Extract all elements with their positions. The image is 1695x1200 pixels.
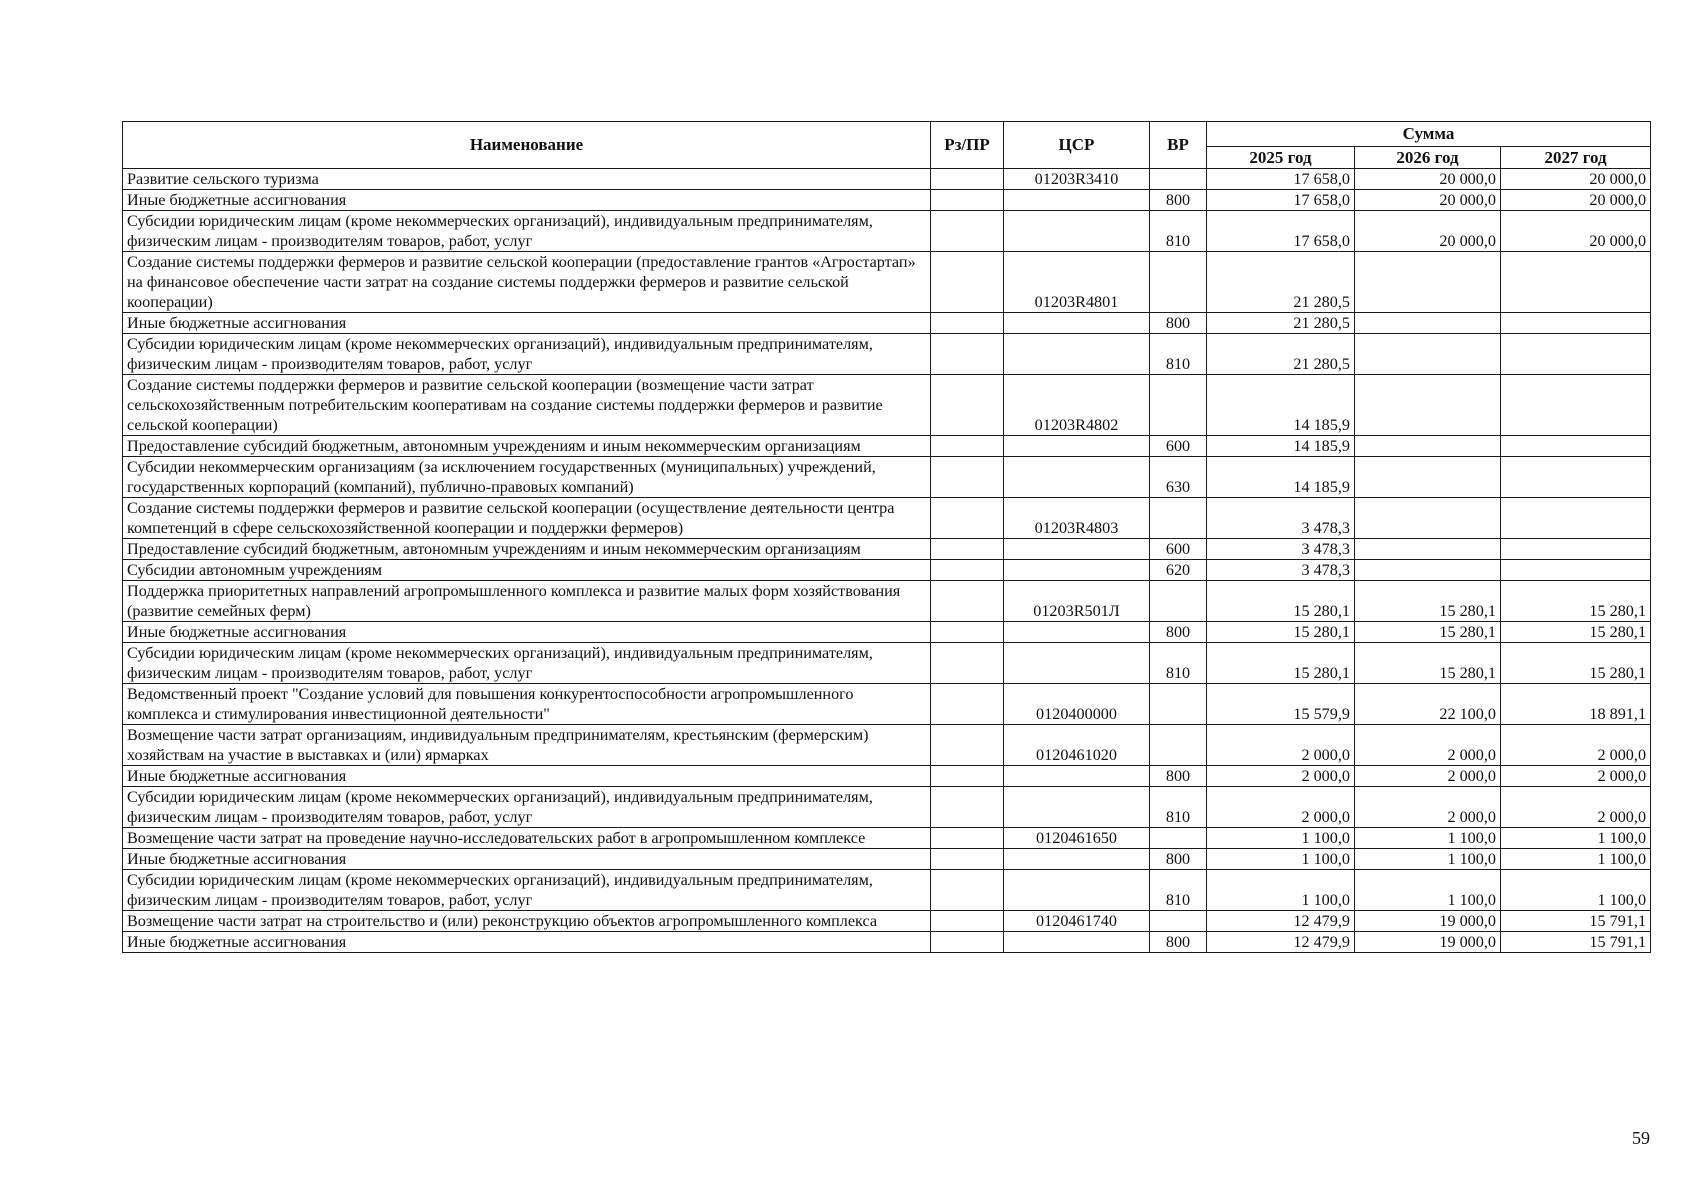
cell-2026: 22 100,0 — [1355, 684, 1501, 725]
cell-rzpr — [931, 211, 1004, 252]
cell-rzpr — [931, 539, 1004, 560]
cell-2027: 2 000,0 — [1501, 725, 1651, 766]
cell-name: Создание системы поддержки фермеров и развитие сельской кооперации (осуществление деятельности центра компетенций в сфере сельскохозяйственной кооперации и поддержки фермеров) — [123, 498, 931, 539]
cell-name: Субсидии автономным учреждениям — [123, 560, 931, 581]
cell-rzpr — [931, 684, 1004, 725]
cell-2025: 2 000,0 — [1207, 725, 1355, 766]
cell-name: Предоставление субсидий бюджетным, автономным учреждениям и иным некоммерческим организациям — [123, 436, 931, 457]
cell-csr: 0120400000 — [1004, 684, 1150, 725]
cell-csr — [1004, 787, 1150, 828]
cell-2027 — [1501, 252, 1651, 313]
table-row — [123, 932, 1651, 953]
cell-rzpr — [931, 828, 1004, 849]
header-vr: ВР — [1150, 122, 1207, 169]
cell-2025: 17 658,0 — [1207, 169, 1355, 190]
cell-2025: 15 280,1 — [1207, 622, 1355, 643]
cell-2027: 1 100,0 — [1501, 849, 1651, 870]
table-header — [123, 122, 1651, 169]
cell-2026: 1 100,0 — [1355, 828, 1501, 849]
table-row — [123, 498, 1651, 539]
table-row — [123, 643, 1651, 684]
cell-vr: 800 — [1150, 622, 1207, 643]
cell-name: Иные бюджетные ассигнования — [123, 766, 931, 787]
cell-rzpr — [931, 169, 1004, 190]
cell-csr — [1004, 211, 1150, 252]
cell-csr — [1004, 334, 1150, 375]
cell-name: Иные бюджетные ассигнования — [123, 313, 931, 334]
cell-2025: 3 478,3 — [1207, 539, 1355, 560]
cell-2027: 15 280,1 — [1501, 643, 1651, 684]
cell-rzpr — [931, 766, 1004, 787]
cell-2026: 19 000,0 — [1355, 911, 1501, 932]
cell-rzpr — [931, 725, 1004, 766]
cell-vr: 800 — [1150, 190, 1207, 211]
cell-vr: 600 — [1150, 436, 1207, 457]
cell-2026: 15 280,1 — [1355, 581, 1501, 622]
cell-2026: 15 280,1 — [1355, 643, 1501, 684]
cell-2027: 20 000,0 — [1501, 169, 1651, 190]
table-row — [123, 539, 1651, 560]
table-row — [123, 828, 1651, 849]
table-row — [123, 313, 1651, 334]
cell-vr: 810 — [1150, 870, 1207, 911]
cell-rzpr — [931, 560, 1004, 581]
cell-2026 — [1355, 539, 1501, 560]
cell-csr — [1004, 190, 1150, 211]
cell-2026 — [1355, 436, 1501, 457]
cell-csr: 01203R501Л — [1004, 581, 1150, 622]
cell-csr — [1004, 457, 1150, 498]
cell-2025: 2 000,0 — [1207, 766, 1355, 787]
cell-2025: 1 100,0 — [1207, 849, 1355, 870]
cell-name: Иные бюджетные ассигнования — [123, 190, 931, 211]
table-row — [123, 581, 1651, 622]
cell-rzpr — [931, 643, 1004, 684]
cell-2025: 21 280,5 — [1207, 252, 1355, 313]
cell-2026: 2 000,0 — [1355, 787, 1501, 828]
cell-2026 — [1355, 457, 1501, 498]
cell-csr: 0120461740 — [1004, 911, 1150, 932]
cell-vr: 810 — [1150, 643, 1207, 684]
cell-2025: 12 479,9 — [1207, 932, 1355, 953]
cell-rzpr — [931, 849, 1004, 870]
cell-2027: 18 891,1 — [1501, 684, 1651, 725]
cell-csr — [1004, 539, 1150, 560]
cell-2027 — [1501, 560, 1651, 581]
cell-csr — [1004, 849, 1150, 870]
cell-name: Предоставление субсидий бюджетным, автономным учреждениям и иным некоммерческим организациям — [123, 539, 931, 560]
table-row — [123, 211, 1651, 252]
cell-rzpr — [931, 252, 1004, 313]
cell-vr: 600 — [1150, 539, 1207, 560]
cell-name: Субсидии юридическим лицам (кроме некоммерческих организаций), индивидуальным предпринимателям, физическим лицам - производителям товаров, работ, услуг — [123, 334, 931, 375]
cell-name: Иные бюджетные ассигнования — [123, 622, 931, 643]
cell-2026 — [1355, 560, 1501, 581]
table-row — [123, 725, 1651, 766]
cell-2026: 1 100,0 — [1355, 849, 1501, 870]
table-row — [123, 870, 1651, 911]
cell-name: Ведомственный проект "Создание условий для повышения конкурентоспособности агропромышленного комплекса и стимулирования инвестиционной деятельности" — [123, 684, 931, 725]
cell-name: Возмещение части затрат на строительство и (или) реконструкцию объектов агропромышленного комплекса — [123, 911, 931, 932]
cell-2027: 15 791,1 — [1501, 932, 1651, 953]
cell-vr: 620 — [1150, 560, 1207, 581]
cell-2025: 15 579,9 — [1207, 684, 1355, 725]
cell-2025: 21 280,5 — [1207, 334, 1355, 375]
cell-2025: 14 185,9 — [1207, 457, 1355, 498]
table-body — [123, 169, 1651, 953]
cell-vr: 630 — [1150, 457, 1207, 498]
table-row — [123, 334, 1651, 375]
table-row — [123, 457, 1651, 498]
cell-2026 — [1355, 313, 1501, 334]
cell-vr: 810 — [1150, 334, 1207, 375]
table-row — [123, 787, 1651, 828]
cell-vr — [1150, 498, 1207, 539]
cell-csr: 01203R4803 — [1004, 498, 1150, 539]
cell-vr — [1150, 252, 1207, 313]
header-year-2025: 2025 год — [1207, 147, 1355, 169]
cell-csr: 0120461650 — [1004, 828, 1150, 849]
cell-2026: 1 100,0 — [1355, 870, 1501, 911]
cell-rzpr — [931, 457, 1004, 498]
cell-2027 — [1501, 498, 1651, 539]
cell-rzpr — [931, 911, 1004, 932]
cell-vr — [1150, 725, 1207, 766]
cell-2026: 20 000,0 — [1355, 211, 1501, 252]
cell-2027 — [1501, 313, 1651, 334]
cell-vr: 800 — [1150, 932, 1207, 953]
cell-2025: 15 280,1 — [1207, 581, 1355, 622]
cell-vr — [1150, 828, 1207, 849]
cell-2025: 15 280,1 — [1207, 643, 1355, 684]
table-row — [123, 622, 1651, 643]
cell-2025: 2 000,0 — [1207, 787, 1355, 828]
cell-rzpr — [931, 870, 1004, 911]
cell-2025: 1 100,0 — [1207, 828, 1355, 849]
table-row — [123, 190, 1651, 211]
cell-name: Возмещение части затрат на проведение научно-исследовательских работ в агропромышленном комплексе — [123, 828, 931, 849]
cell-name: Субсидии некоммерческим организациям (за исключением государственных (муниципальных) учреждений, государственных корпораций (компаний), публично-правовых компаний) — [123, 457, 931, 498]
cell-2025: 21 280,5 — [1207, 313, 1355, 334]
header-name: Наименование — [123, 122, 931, 169]
cell-2027: 2 000,0 — [1501, 766, 1651, 787]
cell-csr: 01203R4802 — [1004, 375, 1150, 436]
cell-csr — [1004, 313, 1150, 334]
table-row — [123, 252, 1651, 313]
cell-vr: 810 — [1150, 787, 1207, 828]
cell-vr — [1150, 684, 1207, 725]
cell-2027: 15 280,1 — [1501, 622, 1651, 643]
cell-vr: 810 — [1150, 211, 1207, 252]
cell-2026 — [1355, 375, 1501, 436]
cell-csr — [1004, 436, 1150, 457]
header-year-2026: 2026 год — [1355, 147, 1501, 169]
cell-2025: 3 478,3 — [1207, 560, 1355, 581]
cell-name: Поддержка приоритетных направлений агропромышленного комплекса и развитие малых форм хозяйствования (развитие семейных ферм) — [123, 581, 931, 622]
table-row — [123, 849, 1651, 870]
cell-2027 — [1501, 436, 1651, 457]
cell-2027 — [1501, 457, 1651, 498]
cell-name: Субсидии юридическим лицам (кроме некоммерческих организаций), индивидуальным предпринимателям, физическим лицам - производителям товаров, работ, услуг — [123, 787, 931, 828]
cell-name: Субсидии юридическим лицам (кроме некоммерческих организаций), индивидуальным предпринимателям, физическим лицам - производителям товаров, работ, услуг — [123, 870, 931, 911]
cell-csr: 01203R4801 — [1004, 252, 1150, 313]
cell-rzpr — [931, 190, 1004, 211]
cell-rzpr — [931, 313, 1004, 334]
cell-2026 — [1355, 498, 1501, 539]
cell-name: Возмещение части затрат организациям, индивидуальным предпринимателям, крестьянским (фермерским) хозяйствам на участие в выставках и (или) ярмарках — [123, 725, 931, 766]
cell-2026 — [1355, 334, 1501, 375]
cell-csr — [1004, 560, 1150, 581]
cell-2025: 17 658,0 — [1207, 190, 1355, 211]
cell-vr: 800 — [1150, 313, 1207, 334]
cell-2027 — [1501, 539, 1651, 560]
table-row — [123, 560, 1651, 581]
cell-2027: 15 280,1 — [1501, 581, 1651, 622]
cell-2025: 14 185,9 — [1207, 375, 1355, 436]
cell-rzpr — [931, 436, 1004, 457]
cell-2027 — [1501, 334, 1651, 375]
cell-2025: 12 479,9 — [1207, 911, 1355, 932]
table-row — [123, 911, 1651, 932]
cell-2026: 2 000,0 — [1355, 725, 1501, 766]
cell-vr: 800 — [1150, 849, 1207, 870]
cell-rzpr — [931, 334, 1004, 375]
cell-2025: 17 658,0 — [1207, 211, 1355, 252]
cell-vr — [1150, 911, 1207, 932]
cell-vr — [1150, 375, 1207, 436]
cell-2027: 1 100,0 — [1501, 870, 1651, 911]
cell-name: Субсидии юридическим лицам (кроме некоммерческих организаций), индивидуальным предпринимателям, физическим лицам - производителям товаров, работ, услуг — [123, 643, 931, 684]
cell-csr: 01203R3410 — [1004, 169, 1150, 190]
cell-csr — [1004, 870, 1150, 911]
cell-2025: 1 100,0 — [1207, 870, 1355, 911]
header-sum: Сумма — [1207, 122, 1651, 147]
cell-rzpr — [931, 787, 1004, 828]
cell-rzpr — [931, 375, 1004, 436]
table-row — [123, 684, 1651, 725]
cell-csr — [1004, 932, 1150, 953]
cell-csr — [1004, 622, 1150, 643]
header-rzpr: Рз/ПР — [931, 122, 1004, 169]
cell-csr: 0120461020 — [1004, 725, 1150, 766]
cell-2027: 2 000,0 — [1501, 787, 1651, 828]
cell-2027: 15 791,1 — [1501, 911, 1651, 932]
cell-name: Развитие сельского туризма — [123, 169, 931, 190]
cell-rzpr — [931, 498, 1004, 539]
cell-rzpr — [931, 622, 1004, 643]
cell-name: Иные бюджетные ассигнования — [123, 849, 931, 870]
cell-2025: 3 478,3 — [1207, 498, 1355, 539]
header-csr: ЦСР — [1004, 122, 1150, 169]
cell-vr — [1150, 169, 1207, 190]
cell-name: Субсидии юридическим лицам (кроме некоммерческих организаций), индивидуальным предпринимателям, физическим лицам - производителям товаров, работ, услуг — [123, 211, 931, 252]
cell-name: Создание системы поддержки фермеров и развитие сельской кооперации (предоставление грантов «Агростартап» на финансовое обеспечение части затрат на создание системы поддержки фермеров и развитие сельской кооперации) — [123, 252, 931, 313]
cell-rzpr — [931, 932, 1004, 953]
cell-rzpr — [931, 581, 1004, 622]
cell-name: Создание системы поддержки фермеров и развитие сельской кооперации (возмещение части затрат сельскохозяйственным потребительским кооперативам на создание системы поддержки фермеров и развитие сельской кооперации) — [123, 375, 931, 436]
page-number: 59 — [1632, 1128, 1650, 1148]
header-year-2027: 2027 год — [1501, 147, 1651, 169]
cell-2026: 15 280,1 — [1355, 622, 1501, 643]
cell-2026: 2 000,0 — [1355, 766, 1501, 787]
cell-2027: 20 000,0 — [1501, 211, 1651, 252]
budget-table — [122, 121, 1651, 953]
cell-vr — [1150, 581, 1207, 622]
cell-2026 — [1355, 252, 1501, 313]
table-row — [123, 436, 1651, 457]
cell-2027: 1 100,0 — [1501, 828, 1651, 849]
cell-2026: 20 000,0 — [1355, 190, 1501, 211]
table-row — [123, 169, 1651, 190]
table-row — [123, 766, 1651, 787]
table-row — [123, 375, 1651, 436]
cell-2025: 14 185,9 — [1207, 436, 1355, 457]
cell-csr — [1004, 766, 1150, 787]
cell-2027 — [1501, 375, 1651, 436]
cell-vr: 800 — [1150, 766, 1207, 787]
cell-csr — [1004, 643, 1150, 684]
cell-2026: 19 000,0 — [1355, 932, 1501, 953]
cell-name: Иные бюджетные ассигнования — [123, 932, 931, 953]
cell-2027: 20 000,0 — [1501, 190, 1651, 211]
cell-2026: 20 000,0 — [1355, 169, 1501, 190]
